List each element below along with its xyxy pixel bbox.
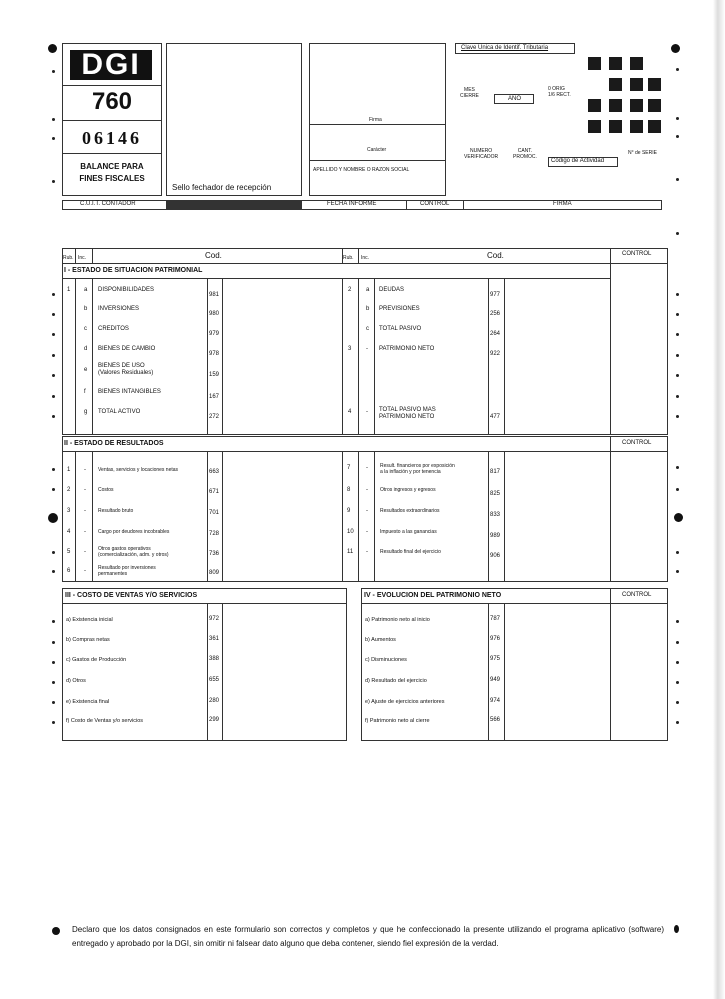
inc-cell: - xyxy=(366,409,368,415)
margin-dot xyxy=(52,137,55,140)
row-label: CREDITOS xyxy=(98,326,129,332)
inc-cell: - xyxy=(84,549,86,555)
inc-cell: - xyxy=(84,467,86,473)
firma-strip-label: FIRMA xyxy=(553,201,572,207)
row-label: Cargo por deudores incobrables xyxy=(98,529,170,535)
barcode-mark xyxy=(630,120,643,133)
cuit-contador-field xyxy=(166,200,302,210)
row-label: Otros gastos operativos (comercialización, adm. y otros) xyxy=(98,546,169,558)
row-code: 978 xyxy=(209,351,220,357)
stamp-label: Sello fechador de recepción xyxy=(172,183,272,192)
firma-label: Firma xyxy=(369,117,382,123)
apellido-label: APELLIDO Y NOMBRE O RAZON SOCIAL xyxy=(313,167,410,173)
amount-field[interactable] xyxy=(223,713,346,729)
rub-header: Rub. xyxy=(343,255,354,261)
margin-dot xyxy=(52,570,55,573)
cod-header: Cod. xyxy=(205,251,222,260)
inc-cell: - xyxy=(366,465,368,471)
margin-dot xyxy=(676,721,679,724)
row-code: 981 xyxy=(209,292,220,298)
inc-cell: - xyxy=(366,549,368,555)
page-edge xyxy=(713,0,725,999)
barcode-mark xyxy=(609,120,622,133)
row-label: Resultado por inversiones permanentes xyxy=(98,565,156,577)
margin-dot xyxy=(52,415,55,418)
row-code: 906 xyxy=(490,553,501,559)
amount-field[interactable] xyxy=(223,283,341,299)
inc-cell: - xyxy=(84,529,86,535)
margin-dot xyxy=(676,333,679,336)
margin-dot xyxy=(676,232,679,235)
row-label: DEUDAS xyxy=(379,287,405,293)
amount-field[interactable] xyxy=(505,545,609,559)
row-label: d) Otros xyxy=(66,678,86,684)
row-label: d) Resultado del ejercicio xyxy=(365,678,427,684)
amount-field[interactable] xyxy=(223,564,341,578)
amount-field[interactable] xyxy=(505,405,609,421)
margin-dot xyxy=(676,135,679,138)
amount-field[interactable] xyxy=(223,363,341,379)
row-label: Impuesto a las ganancias xyxy=(380,529,437,535)
row-label: DISPONIBILIDADES xyxy=(98,287,155,293)
punch-hole xyxy=(674,513,683,522)
row-label: BIENES DE CAMBIO xyxy=(98,346,156,352)
cant-promoc-label: CANT. PROMOC. xyxy=(513,148,537,160)
n-serie-label: N° de SERIE xyxy=(628,150,657,156)
amount-field[interactable] xyxy=(505,342,609,358)
margin-dot xyxy=(676,293,679,296)
row-code: 817 xyxy=(490,469,501,475)
punch-hole xyxy=(48,44,57,53)
rub-cell: 8 xyxy=(347,487,351,493)
margin-dot xyxy=(52,641,55,644)
amount-field[interactable] xyxy=(505,673,609,689)
margin-dot xyxy=(676,661,679,664)
barcode-mark xyxy=(588,120,601,133)
margin-dot xyxy=(52,468,55,471)
mes-cierre-label: MES CIERRE xyxy=(460,87,479,99)
margin-dot xyxy=(52,551,55,554)
inc-cell: d xyxy=(84,346,88,352)
row-label: PREVISIONES xyxy=(379,306,420,312)
inc-cell: b xyxy=(366,306,370,312)
form-title-line2: FINES FISCALES xyxy=(79,174,145,183)
row-label: Result. financieros por exposición a la inflación y por tenencia xyxy=(380,463,455,475)
form-title-line1: BALANCE PARA xyxy=(80,162,144,171)
row-label: Ventas, servicios y locaciones netas xyxy=(98,467,179,473)
amount-field[interactable] xyxy=(223,322,341,338)
margin-dot xyxy=(676,415,679,418)
rub-cell: 1 xyxy=(67,287,71,293)
margin-dot xyxy=(52,70,55,73)
inc-cell: - xyxy=(84,508,86,514)
row-label: BIENES INTANGIBLES xyxy=(98,389,161,395)
row-label: TOTAL PASIVO MAS PATRIMONIO NETO xyxy=(379,407,436,420)
row-code: 264 xyxy=(490,331,501,337)
form-number: 760 xyxy=(91,88,133,115)
amount-field[interactable] xyxy=(223,385,341,401)
margin-dot xyxy=(52,721,55,724)
punch-hole xyxy=(671,44,680,53)
amount-field[interactable] xyxy=(505,322,609,338)
margin-dot xyxy=(676,551,679,554)
barcode-mark xyxy=(630,57,643,70)
margin-dot xyxy=(52,333,55,336)
row-code: 972 xyxy=(209,616,220,622)
margin-dot xyxy=(676,466,679,469)
stamp-box xyxy=(166,43,302,196)
control-header: CONTROL xyxy=(622,251,652,257)
margin-dot xyxy=(52,313,55,316)
row-label: TOTAL ACTIVO xyxy=(98,409,141,415)
rub-cell: 5 xyxy=(67,549,71,555)
rub-cell: 10 xyxy=(347,529,354,535)
punch-hole xyxy=(48,513,58,523)
margin-dot xyxy=(676,620,679,623)
barcode-mark xyxy=(609,99,622,112)
margin-dot xyxy=(676,313,679,316)
row-code: 655 xyxy=(209,677,220,683)
inc-cell: - xyxy=(84,487,86,493)
margin-dot xyxy=(52,701,55,704)
margin-dot xyxy=(676,395,679,398)
barcode-mark xyxy=(588,99,601,112)
row-code: 671 xyxy=(209,489,220,495)
caracter-label: Carácter xyxy=(367,147,387,153)
amount-field[interactable] xyxy=(505,483,609,497)
inc-header: Inc. xyxy=(361,255,370,261)
codigo-actividad-label: Código de Actividad xyxy=(551,158,605,164)
inc-cell: - xyxy=(366,508,368,514)
margin-dot xyxy=(676,68,679,71)
inc-cell: - xyxy=(366,487,368,493)
inc-cell: f xyxy=(84,389,86,395)
margin-dot xyxy=(676,681,679,684)
margin-dot xyxy=(676,701,679,704)
amount-field[interactable] xyxy=(505,632,609,648)
row-code: 663 xyxy=(209,469,220,475)
row-code: 299 xyxy=(209,717,220,723)
row-code: 980 xyxy=(209,311,220,317)
row-code: 989 xyxy=(490,533,501,539)
rub-cell: 11 xyxy=(347,549,354,555)
rub-cell: 2 xyxy=(348,287,352,293)
row-label: a) Patrimonio neto al inicio xyxy=(365,617,430,623)
margin-dot xyxy=(52,293,55,296)
inc-cell: - xyxy=(366,529,368,535)
dgi-logo-text: DGI xyxy=(81,48,141,81)
row-label: f) Patrimonio neto al cierre xyxy=(365,718,430,724)
rub-cell: 2 xyxy=(67,487,71,493)
margin-dot xyxy=(52,374,55,377)
barcode-mark xyxy=(609,78,622,91)
barcode-mark xyxy=(630,78,643,91)
row-label: b) Compras netas xyxy=(66,637,110,643)
section1-title: I - ESTADO DE SITUACION PATRIMONIAL xyxy=(64,267,203,274)
amount-field[interactable] xyxy=(223,652,346,668)
row-code: 361 xyxy=(209,636,220,642)
footer-bullet xyxy=(52,927,60,935)
amount-field[interactable] xyxy=(505,694,609,710)
inc-cell: c xyxy=(366,326,369,332)
row-code: 809 xyxy=(209,570,220,576)
rub-cell: 7 xyxy=(347,465,351,471)
amount-field[interactable] xyxy=(505,612,609,628)
row-label: Costos xyxy=(98,487,114,493)
numero-verificador-label: NUMERO VERIFICADOR xyxy=(464,148,499,160)
inc-cell: c xyxy=(84,326,87,332)
amount-field[interactable] xyxy=(223,342,341,358)
amount-field[interactable] xyxy=(505,283,609,299)
margin-dot xyxy=(52,395,55,398)
barcode-mark xyxy=(609,57,622,70)
margin-dot xyxy=(676,570,679,573)
inc-cell: - xyxy=(84,568,86,574)
row-code: 477 xyxy=(490,414,501,420)
row-label: BIENES DE USO (Valores Residuales) xyxy=(98,363,154,376)
amount-field[interactable] xyxy=(505,525,609,539)
rub-cell: 6 xyxy=(67,568,71,574)
margin-dot xyxy=(52,620,55,623)
inc-cell: b xyxy=(84,306,88,312)
inc-cell: - xyxy=(366,346,368,352)
amount-field[interactable] xyxy=(223,483,341,497)
amount-field[interactable] xyxy=(223,504,341,518)
row-code: 256 xyxy=(490,311,501,317)
amount-field[interactable] xyxy=(505,652,609,668)
amount-field[interactable] xyxy=(505,713,609,729)
section2-control: CONTROL xyxy=(622,440,652,446)
row-code: 167 xyxy=(209,394,220,400)
margin-dot xyxy=(52,118,55,121)
row-label: e) Existencia final xyxy=(66,699,110,705)
row-label: INVERSIONES xyxy=(98,306,140,312)
inc-cell: e xyxy=(84,367,88,373)
row-code: 949 xyxy=(490,677,501,683)
row-code: 975 xyxy=(490,656,501,662)
section4-control: CONTROL xyxy=(622,592,652,598)
row-label: f) Costo de Ventas y/o servicios xyxy=(66,718,144,724)
row-code: 701 xyxy=(209,510,220,516)
margin-dot xyxy=(52,180,55,183)
row-code: 833 xyxy=(490,512,501,518)
row-code: 728 xyxy=(209,531,220,537)
row-code: 272 xyxy=(209,414,220,420)
barcode-mark xyxy=(648,78,661,91)
row-label: c) Gastos de Producción xyxy=(66,657,127,663)
inc-cell: g xyxy=(84,409,88,415)
row-label: Resultado final del ejercicio xyxy=(380,549,441,555)
amount-field[interactable] xyxy=(223,302,341,318)
row-label: Resultados extraordinarios xyxy=(380,508,440,514)
row-code: 787 xyxy=(490,616,501,622)
declaration-text: Declaro que los datos consignados en este formulario son correctos y completos y que he confeccionado la presente utilizando el programa aplicativo (software) entregado y aprobado por la DGI, sin omitir ni falsear dato alguno que deba contener, siendo fiel expresión de la verdad. xyxy=(72,925,664,948)
row-code: 976 xyxy=(490,636,501,642)
amount-field[interactable] xyxy=(223,545,341,559)
amount-field[interactable] xyxy=(223,612,346,628)
barcode-mark xyxy=(588,57,601,70)
footer-bullet-right xyxy=(674,925,679,933)
amount-field[interactable] xyxy=(223,673,346,689)
cod-header: Cod. xyxy=(487,251,504,260)
row-code: 922 xyxy=(490,351,501,357)
margin-dot xyxy=(52,354,55,357)
margin-dot xyxy=(52,681,55,684)
row-code: 388 xyxy=(209,656,220,662)
row-code: 736 xyxy=(209,551,220,557)
rub-cell: 3 xyxy=(348,346,352,352)
section4-title: IV - EVOLUCION DEL PATRIMONIO NETO xyxy=(364,592,502,599)
margin-dot xyxy=(676,641,679,644)
barcode-mark xyxy=(630,99,643,112)
row-code: 974 xyxy=(490,698,501,704)
row-label: e) Ajuste de ejercicios anteriores xyxy=(365,699,445,705)
amount-field[interactable] xyxy=(223,525,341,539)
rub-cell: 9 xyxy=(347,508,351,514)
inc-header: Inc. xyxy=(78,255,87,261)
margin-dot xyxy=(676,374,679,377)
fecha-informe-label: FECHA INFORME xyxy=(327,201,377,207)
barcode-mark xyxy=(648,120,661,133)
margin-dot xyxy=(676,488,679,491)
row-label: a) Existencia inicial xyxy=(66,617,113,623)
row-label: b) Aumentos xyxy=(365,637,396,643)
rub-cell: 4 xyxy=(348,409,352,415)
rub-cell: 1 xyxy=(67,467,71,473)
margin-dot xyxy=(676,354,679,357)
anio-label: AÑO xyxy=(508,96,522,102)
amount-field[interactable] xyxy=(505,461,609,475)
margin-dot xyxy=(52,488,55,491)
inc-cell: a xyxy=(366,287,370,293)
rub-cell: 4 xyxy=(67,529,71,535)
cuit-title: Clave Unica de Identif. Tributaria xyxy=(461,45,549,51)
row-code: 159 xyxy=(209,372,220,378)
form-serial: 06146 xyxy=(82,128,142,148)
inc-cell: a xyxy=(84,287,88,293)
rub-header: Rub. xyxy=(63,255,74,261)
margin-dot xyxy=(676,178,679,181)
row-label: TOTAL PASIVO xyxy=(379,326,422,332)
row-label: Resultado bruto xyxy=(98,508,134,514)
row-code: 825 xyxy=(490,491,501,497)
row-label: Otros ingresos y egresos xyxy=(380,487,436,493)
amount-field[interactable] xyxy=(505,302,609,318)
row-code: 566 xyxy=(490,717,501,723)
amount-field[interactable] xyxy=(505,504,609,518)
section2-title: II - ESTADO DE RESULTADOS xyxy=(64,440,164,447)
barcode-mark xyxy=(648,99,661,112)
row-code: 280 xyxy=(209,698,220,704)
margin-dot xyxy=(52,661,55,664)
orig-rect-label: 0 ORIG 1/6 RECT. xyxy=(548,86,571,98)
row-label: c) Disminuciones xyxy=(365,657,407,663)
amount-field[interactable] xyxy=(223,694,346,710)
row-code: 977 xyxy=(490,292,501,298)
rub-cell: 3 xyxy=(67,508,71,514)
amount-field[interactable] xyxy=(223,632,346,648)
row-label: PATRIMONIO NETO xyxy=(379,346,435,352)
row-code: 979 xyxy=(209,331,220,337)
cuit-contador-label: C.U.I.T. CONTADOR xyxy=(80,201,136,207)
control-label-top: CONTROL xyxy=(420,201,450,207)
margin-dot xyxy=(676,117,679,120)
amount-field[interactable] xyxy=(223,405,341,421)
amount-field[interactable] xyxy=(223,463,341,477)
section3-title: III - COSTO DE VENTAS Y/O SERVICIOS xyxy=(65,592,198,599)
